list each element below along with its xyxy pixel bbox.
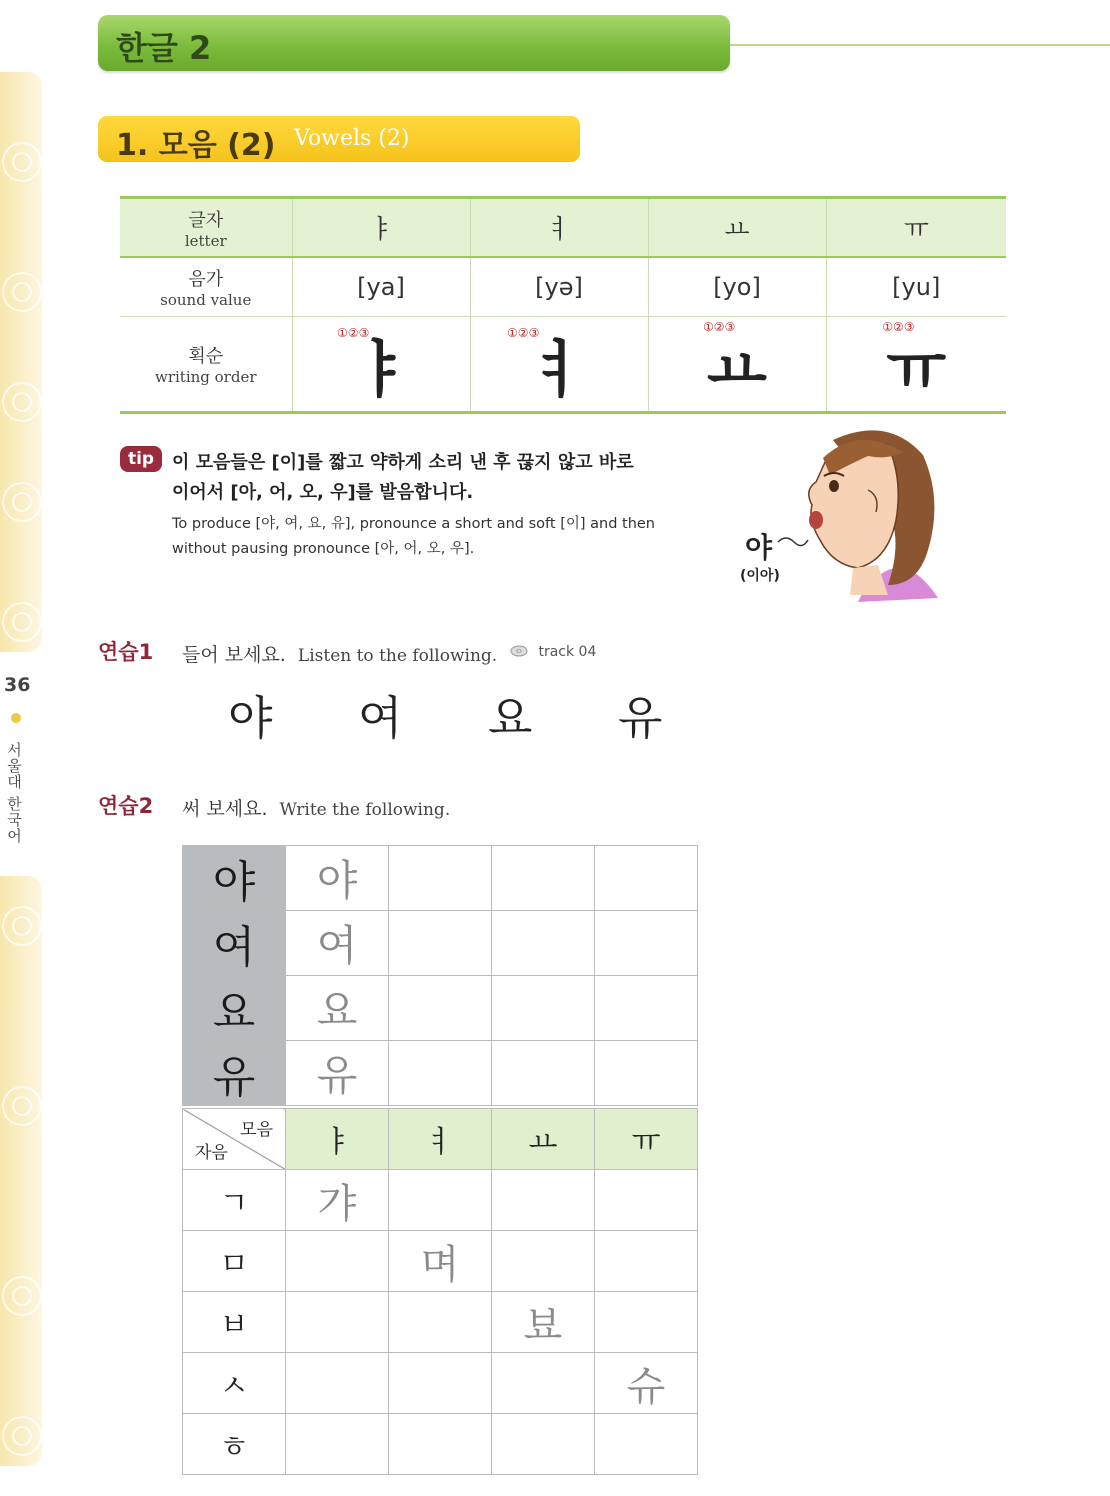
swirl-ornament bbox=[2, 482, 42, 522]
blank-cell[interactable] bbox=[492, 1041, 595, 1106]
blank-cell[interactable] bbox=[492, 976, 595, 1041]
page-number: 36 bbox=[4, 674, 31, 696]
diagonal-header-cell bbox=[183, 1109, 286, 1170]
trace-syllable[interactable]: 요 bbox=[286, 976, 389, 1041]
vowel-header: ㅑ bbox=[286, 1109, 389, 1170]
consonant-header: ㅎ bbox=[183, 1414, 286, 1475]
exercise2-ko: 써 보세요. bbox=[182, 798, 268, 820]
consonant-row bbox=[183, 1292, 698, 1353]
stroke-order-cell bbox=[292, 317, 470, 413]
blank-cell[interactable] bbox=[595, 1170, 698, 1231]
blank-cell[interactable] bbox=[595, 846, 698, 911]
tip-ko-line: 이어서 [아, 어, 오, 우]를 발음합니다. bbox=[172, 482, 474, 503]
sound-row bbox=[120, 257, 1006, 317]
stroke-order-cell bbox=[470, 317, 648, 413]
swirl-ornament bbox=[2, 602, 42, 642]
stroke-number-marks: ①②③ bbox=[703, 319, 736, 334]
tip-en-line: To produce [야, 여, 요, 유], pronounce a short and soft [이] and then bbox=[172, 516, 655, 532]
exercise1-label: 연습1 bbox=[98, 640, 154, 664]
letter-cell: ㅠ bbox=[826, 198, 1006, 258]
header-vowel-label: 모음 bbox=[240, 1120, 273, 1140]
model-syllable: 여 bbox=[183, 911, 286, 976]
consonant-row bbox=[183, 1231, 698, 1292]
stroke-glyph-char: ㅠ bbox=[886, 332, 947, 406]
sound-cell: [ya] bbox=[292, 257, 470, 317]
blank-cell[interactable] bbox=[492, 846, 595, 911]
blank-cell[interactable] bbox=[286, 1231, 389, 1292]
blank-cell[interactable] bbox=[286, 1292, 389, 1353]
model-syllable: 유 bbox=[183, 1041, 286, 1106]
row-label-ko: 음가 bbox=[188, 269, 224, 290]
stroke-order-cell bbox=[648, 317, 826, 413]
stroke-number-marks: ①②③ bbox=[882, 319, 915, 334]
blank-cell[interactable] bbox=[595, 1414, 698, 1475]
listen-syllable: 요 bbox=[488, 691, 533, 745]
swirl-ornament bbox=[2, 1086, 42, 1126]
model-syllable: 야 bbox=[183, 846, 286, 911]
stroke-order-glyph bbox=[507, 320, 589, 409]
tracing-grid bbox=[182, 845, 698, 1106]
row-label bbox=[120, 198, 292, 258]
exercise1-en: Listen to the following. bbox=[297, 646, 498, 666]
letter-cell: ㅑ bbox=[292, 198, 470, 258]
cd-icon bbox=[510, 644, 528, 658]
exercise2-label: 연습2 bbox=[98, 794, 154, 818]
tip-ko-line: 이 모음들은 [이]를 짧고 약하게 소리 낸 후 끊지 않고 바로 bbox=[172, 452, 634, 473]
blank-cell[interactable] bbox=[389, 1353, 492, 1414]
stroke-glyph-char: ㅑ bbox=[351, 332, 411, 406]
stroke-order-glyph bbox=[703, 319, 767, 409]
stroke-glyph-char: ㅛ bbox=[707, 332, 767, 406]
exercise1-instruction bbox=[182, 640, 497, 667]
row-label bbox=[120, 317, 292, 413]
practice-row bbox=[183, 1041, 698, 1106]
consonant-header: ㅁ bbox=[183, 1231, 286, 1292]
illustration-pronunciation: (이아) bbox=[740, 568, 780, 584]
trace-syllable[interactable]: 유 bbox=[286, 1041, 389, 1106]
blank-cell[interactable] bbox=[492, 1353, 595, 1414]
sidebar-decoration-bottom bbox=[0, 876, 42, 1466]
audio-track[interactable] bbox=[510, 644, 596, 660]
page-dot bbox=[11, 713, 21, 723]
swirl-ornament bbox=[2, 1276, 42, 1316]
listen-syllable: 여 bbox=[358, 691, 403, 745]
swirl-ornament bbox=[2, 382, 42, 422]
stroke-order-cell bbox=[826, 317, 1006, 413]
vowel-header: ㅕ bbox=[389, 1109, 492, 1170]
exercise2-en: Write the following. bbox=[279, 800, 451, 820]
blank-cell[interactable] bbox=[595, 976, 698, 1041]
blank-cell[interactable] bbox=[595, 1041, 698, 1106]
tip-korean-text bbox=[172, 448, 712, 508]
chapter-title: 한글 2 bbox=[116, 29, 212, 67]
example-syllable[interactable]: 며 bbox=[389, 1231, 492, 1292]
row-label-en: letter bbox=[184, 231, 227, 250]
exercise2-instruction bbox=[182, 794, 450, 821]
blank-cell[interactable] bbox=[389, 1414, 492, 1475]
blank-cell[interactable] bbox=[389, 1041, 492, 1106]
blank-cell[interactable] bbox=[389, 1292, 492, 1353]
blank-cell[interactable] bbox=[595, 1292, 698, 1353]
row-label-ko: 획순 bbox=[188, 346, 224, 367]
swirl-ornament bbox=[2, 272, 42, 312]
section-english-title: Vowels (2) bbox=[294, 126, 410, 151]
exercise1-ko: 들어 보세요. bbox=[182, 644, 286, 666]
example-syllable[interactable]: 슈 bbox=[595, 1353, 698, 1414]
stroke-order-glyph bbox=[337, 320, 411, 409]
header-consonant-label: 자음 bbox=[195, 1143, 228, 1163]
trace-syllable[interactable]: 여 bbox=[286, 911, 389, 976]
letter-cell: ㅕ bbox=[470, 198, 648, 258]
writing-order-row bbox=[120, 317, 1006, 413]
practice-row bbox=[183, 911, 698, 976]
stroke-number-marks: ①②③ bbox=[337, 325, 370, 340]
tip-en-line: without pausing pronounce [아, 어, 오, 우]. bbox=[172, 541, 475, 557]
vowel-header: ㅠ bbox=[595, 1109, 698, 1170]
model-syllable: 요 bbox=[183, 976, 286, 1041]
sound-cell: [yo] bbox=[648, 257, 826, 317]
stroke-glyph-char: ㅕ bbox=[529, 332, 589, 406]
blank-cell[interactable] bbox=[389, 846, 492, 911]
trace-syllable[interactable]: 야 bbox=[286, 846, 389, 911]
blank-cell[interactable] bbox=[595, 911, 698, 976]
consonant-row bbox=[183, 1170, 698, 1231]
track-label: track 04 bbox=[538, 644, 597, 660]
blank-cell[interactable] bbox=[492, 1231, 595, 1292]
consonant-row bbox=[183, 1414, 698, 1475]
sound-cell: [yə] bbox=[470, 257, 648, 317]
sound-cell: [yu] bbox=[826, 257, 1006, 317]
listen-syllable: 유 bbox=[618, 691, 663, 745]
tip-badge: tip bbox=[120, 446, 162, 472]
blank-cell[interactable] bbox=[595, 1231, 698, 1292]
combination-grid bbox=[182, 1108, 698, 1475]
swirl-ornament bbox=[2, 142, 42, 182]
listen-syllable: 야 bbox=[228, 691, 273, 745]
illustration-syllable: 야 bbox=[745, 531, 773, 564]
chapter-header bbox=[98, 15, 730, 71]
blank-cell[interactable] bbox=[286, 1353, 389, 1414]
practice-row bbox=[183, 846, 698, 911]
blank-cell[interactable] bbox=[389, 911, 492, 976]
vowel-header-row bbox=[183, 1109, 698, 1170]
blank-cell[interactable] bbox=[389, 976, 492, 1041]
stroke-number-marks: ①②③ bbox=[507, 325, 540, 340]
row-label bbox=[120, 257, 292, 317]
row-label-en: writing order bbox=[154, 368, 257, 386]
blank-cell[interactable] bbox=[492, 1170, 595, 1231]
chapter-divider bbox=[730, 44, 1110, 46]
consonant-header: ㄱ bbox=[183, 1170, 286, 1231]
example-syllable[interactable]: 뵤 bbox=[492, 1292, 595, 1353]
writing-practice-grid bbox=[182, 845, 694, 1475]
consonant-header: ㅂ bbox=[183, 1292, 286, 1353]
blank-cell[interactable] bbox=[286, 1414, 389, 1475]
practice-row bbox=[183, 976, 698, 1041]
section-header bbox=[98, 116, 580, 162]
section-title: 1. 모음 (2) bbox=[116, 128, 276, 163]
sidebar-decoration-top bbox=[0, 72, 42, 652]
swirl-ornament bbox=[2, 906, 42, 946]
vowel-table bbox=[120, 196, 1006, 414]
row-label-ko: 글자 bbox=[188, 209, 224, 231]
consonant-header: ㅅ bbox=[183, 1353, 286, 1414]
blank-cell[interactable] bbox=[492, 911, 595, 976]
consonant-row bbox=[183, 1353, 698, 1414]
blank-cell[interactable] bbox=[389, 1170, 492, 1231]
book-title: 서울대 한국어 bbox=[5, 742, 23, 844]
example-syllable[interactable]: 갸 bbox=[286, 1170, 389, 1231]
letter-cell: ㅛ bbox=[648, 198, 826, 258]
stroke-order-glyph bbox=[882, 319, 947, 409]
vowel-header: ㅛ bbox=[492, 1109, 595, 1170]
swirl-ornament bbox=[2, 1416, 42, 1456]
tip-english-text bbox=[172, 512, 712, 562]
letter-row bbox=[120, 198, 1006, 258]
row-label-en: sound value bbox=[160, 291, 252, 309]
blank-cell[interactable] bbox=[492, 1414, 595, 1475]
listen-syllables bbox=[200, 682, 720, 748]
